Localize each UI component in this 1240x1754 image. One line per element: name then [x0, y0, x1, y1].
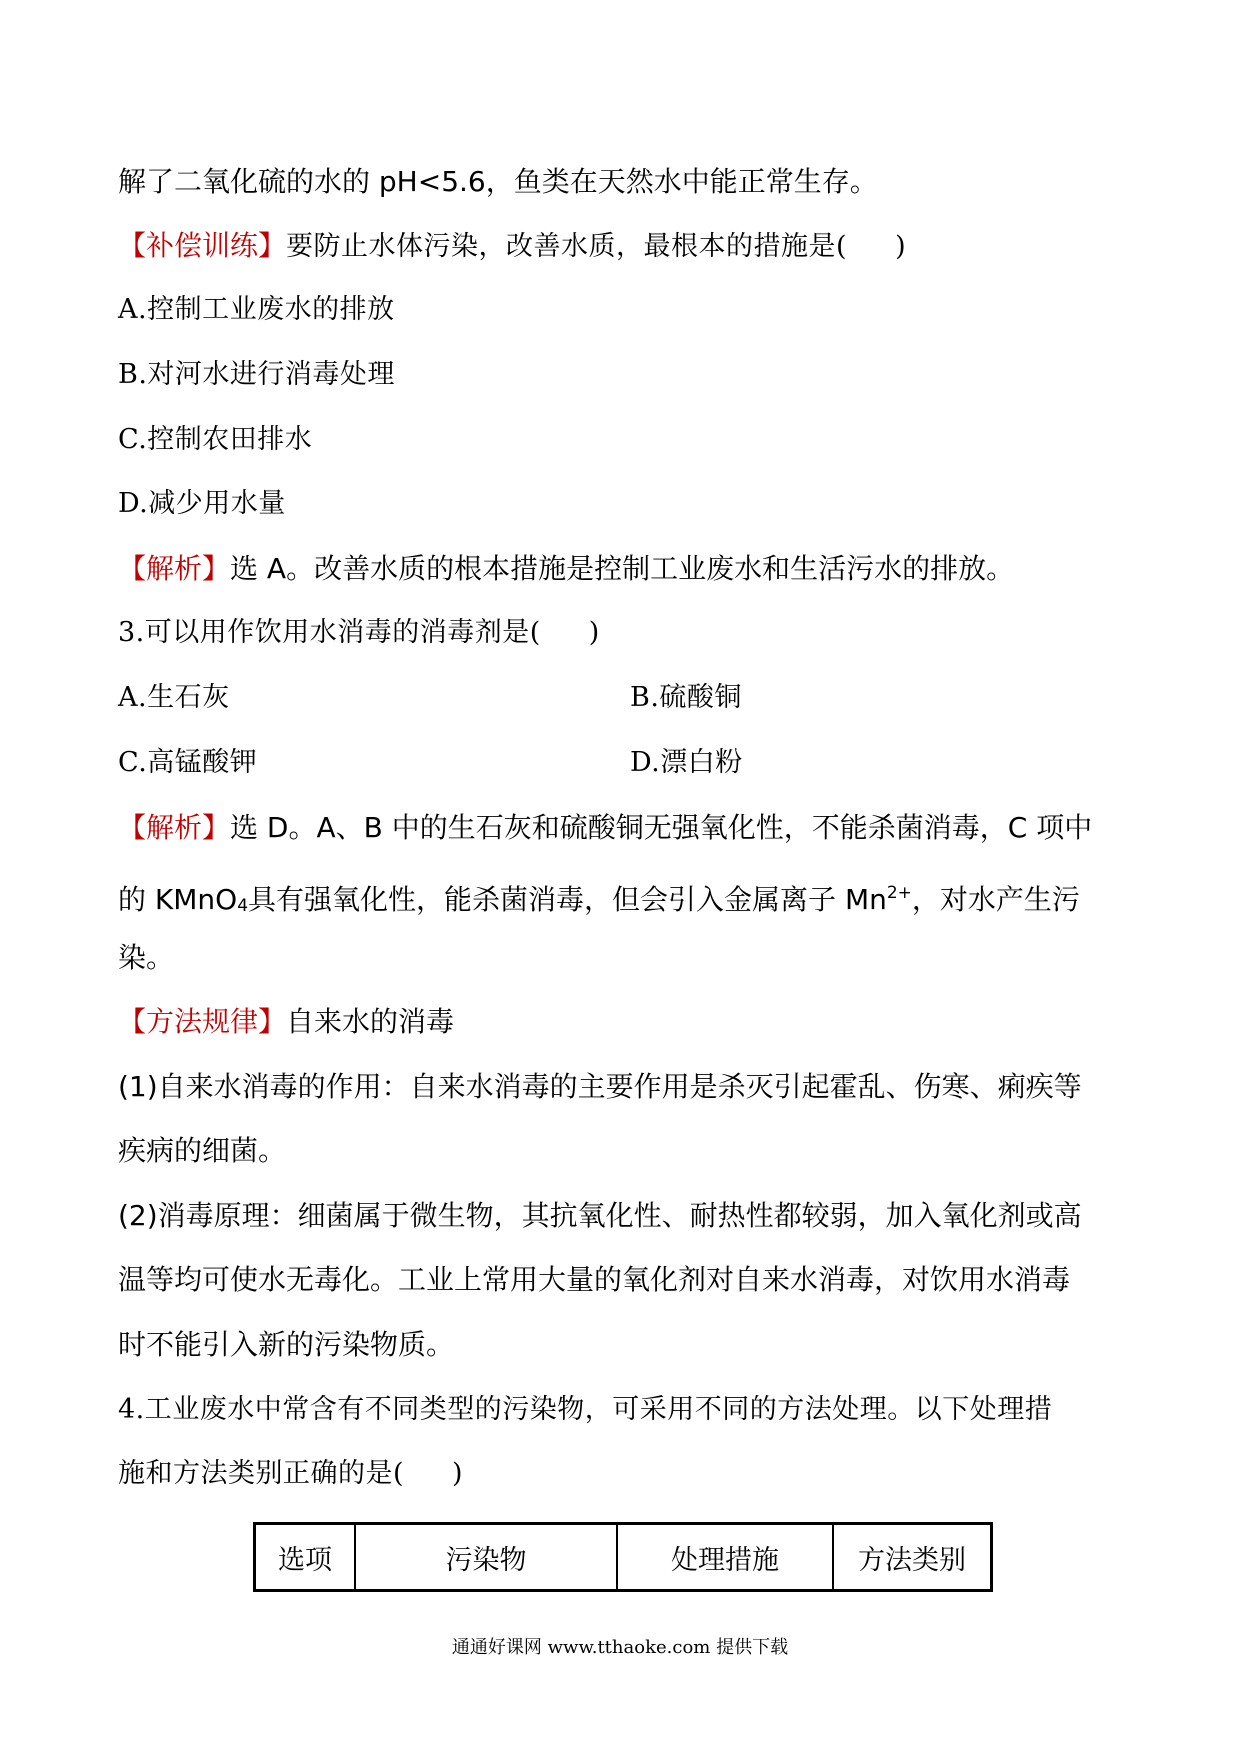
compensate-option-d: D.减少用水量 — [118, 488, 286, 519]
footer-watermark: 通通好课网 www.tthaoke.com 提供下载 — [451, 1637, 789, 1658]
table-header-cell: 污染物 — [355, 1524, 617, 1591]
compensate-question-text: 要防止水体污染，改善水质，最根本的措施是( — [286, 231, 848, 262]
compensate-option-b: B.对河水进行消毒处理 — [118, 359, 395, 390]
intro-line: 解了二氧化硫的水的 pH<5.6，鱼类在天然水中能正常生存。 — [118, 165, 878, 198]
q3-analysis-line-2: 的 KMnO$_4$具有强氧化性，能杀菌消毒，但会引入金属离子 $Mn^{2+}$，对水产生污 — [118, 883, 1080, 916]
q4-line-1: 4.工业废水中常含有不同类型的污染物，可采用不同的方法处理。以下处理措 — [118, 1394, 1053, 1425]
compensate-question: 【补偿训练】要防止水体污染，改善水质，最根本的措施是( ) — [118, 229, 907, 262]
method-p2-line-2: 温等均可使水无毒化。工业上常用大量的氧化剂对自来水消毒，对饮用水消毒 — [118, 1263, 1071, 1296]
q3-option-a: A.生石灰 — [118, 682, 230, 713]
q4-line-2: 施和方法类别正确的是( ) — [118, 1458, 464, 1489]
compensate-option-c: C.控制农田排水 — [118, 424, 313, 455]
table-header-cell: 处理措施 — [617, 1524, 833, 1591]
compensate-option-a: A.控制工业废水的排放 — [118, 294, 395, 325]
table-header-row — [255, 1524, 992, 1591]
compensate-tag: 【补偿训练】 — [118, 229, 287, 262]
analysis-tag: 【解析】 — [118, 552, 231, 585]
q3-options-row-2 — [118, 743, 1128, 783]
q3-option-b: B.硫酸铜 — [630, 682, 742, 713]
table-header-cell: 选项 — [255, 1524, 356, 1591]
method-p2-line-1: (2)消毒原理：细菌属于微生物，其抗氧化性、耐热性都较弱，加入氧化剂或高 — [118, 1199, 1082, 1232]
q3-analysis-line-3: 染。 — [118, 941, 175, 974]
q3-options-row-1 — [118, 678, 1128, 718]
q4-table — [253, 1522, 993, 1592]
method-p1-line-1: (1)自来水消毒的作用：自来水消毒的主要作用是杀灭引起霍乱、伤寒、痢疾等 — [118, 1070, 1082, 1103]
q3-option-c: C.高锰酸钾 — [118, 747, 258, 778]
compensate-analysis: 【解析】选 A。改善水质的根本措施是控制工业废水和生活污水的排放。 — [118, 552, 1015, 585]
q3-option-d: D.漂白粉 — [630, 747, 743, 778]
table-header-cell: 方法类别 — [833, 1524, 992, 1591]
method-heading: 【方法规律】自来水的消毒 — [118, 1005, 455, 1038]
method-tag: 【方法规律】 — [118, 1005, 287, 1038]
method-p2-line-3: 时不能引入新的污染物质。 — [118, 1328, 455, 1361]
analysis-tag: 【解析】 — [118, 811, 231, 844]
q3-analysis-line-1: 【解析】选 D。A、B 中的生石灰和硫酸铜无强氧化性，不能杀菌消毒，C 项中 — [118, 811, 1093, 844]
method-p1-line-2: 疾病的细菌。 — [118, 1134, 287, 1167]
q3-question: 3.可以用作饮用水消毒的消毒剂是( ) — [118, 617, 600, 648]
